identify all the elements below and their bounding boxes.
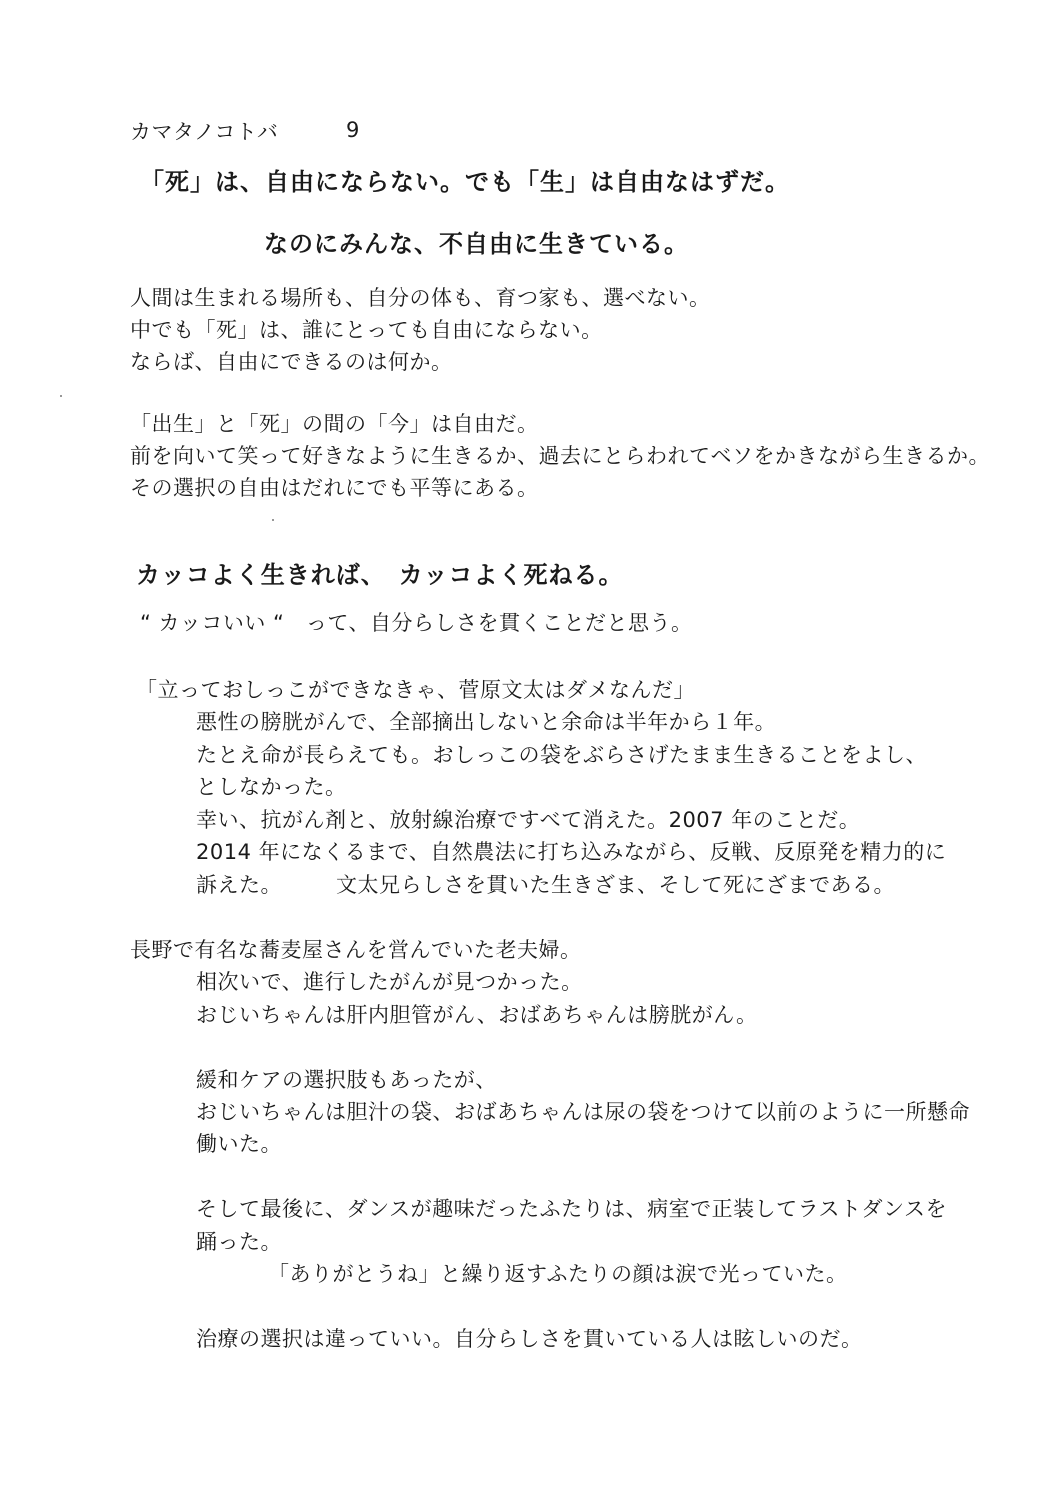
story1-line-1: 悪性の膀胱がんで、全部摘出しないと余命は半年から１年。	[196, 710, 777, 734]
story2-intro: 長野で有名な蕎麦屋さんを営んでいた老夫婦。	[130, 938, 582, 962]
scan-speck	[60, 395, 62, 397]
headline-2: なのにみんな、不自由に生きている。	[264, 230, 689, 258]
story2-line-5: 働いた。	[196, 1132, 282, 1156]
story2-quote-line: 「ありがとうね」と繰り返すふたりの顔は涙で光っていた。	[268, 1262, 848, 1286]
scan-speck	[272, 519, 274, 521]
story1-line-4: 幸い、抗がん剤と、放射線治療ですべて消えた。2007 年のことだ。	[196, 808, 861, 832]
story2-line-1: 相次いで、進行したがんが見つかった。	[196, 970, 583, 994]
story1-line-2: たとえ命が長らえても。おしっこの袋をぶらさげたまま生きることをよし、	[196, 743, 927, 767]
para2-line-3: その選択の自由はだれにでも平等にある。	[130, 476, 539, 500]
story2-closing: 治療の選択は違っていい。自分らしさを貫いている人は眩しいのだ。	[196, 1327, 863, 1351]
para2-line-2: 前を向いて笑って好きなように生きるか、過去にとらわれてベソをかきながら生きるか。	[130, 444, 990, 468]
story1-line-6: 訴えた。 文太兄らしさを貫いた生きざま、そして死にざまである。	[196, 873, 895, 897]
para1-line-3: ならば、自由にできるのは何か。	[130, 350, 453, 374]
headline-3: カッコよく生きれば、 カッコよく死ねる。	[136, 561, 624, 589]
story2-line-7: 踊った。	[196, 1230, 282, 1254]
story1-line-5: 2014 年になくるまで、自然農法に打ち込みながら、反戦、反原発を精力的に	[196, 840, 947, 864]
headline-1: 「死」は、自由にならない。でも「生」は自由なはずだ。	[140, 168, 790, 196]
story1-quote: 「立っておしっこができなきゃ、菅原文太はダメなんだ」	[136, 678, 695, 702]
series-title: カマタノコトバ	[130, 120, 279, 144]
para1-line-2: 中でも「死」は、誰にとっても自由にならない。	[130, 318, 603, 342]
story1-line-3: としなかった。	[196, 775, 347, 799]
cool-line: “ カッコいい “ って、自分らしさを貫くことだと思う。	[140, 611, 693, 635]
story2-line-2: おじいちゃんは肝内胆管がん、おばあちゃんは膀胱がん。	[196, 1003, 758, 1027]
para1-line-1: 人間は生まれる場所も、自分の体も、育つ家も、選べない。	[130, 286, 711, 310]
story2-line-3: 緩和ケアの選択肢もあったが、	[196, 1068, 497, 1092]
para2-line-1: 「出生」と「死」の間の「今」は自由だ。	[130, 412, 539, 436]
story2-line-4: おじいちゃんは胆汁の袋、おばあちゃんは尿の袋をつけて以前のように一所懸命	[196, 1100, 970, 1124]
story2-line-6: そして最後に、ダンスが趣味だったふたりは、病室で正装してラストダンスを	[196, 1197, 948, 1221]
page-number: 9	[346, 118, 360, 142]
